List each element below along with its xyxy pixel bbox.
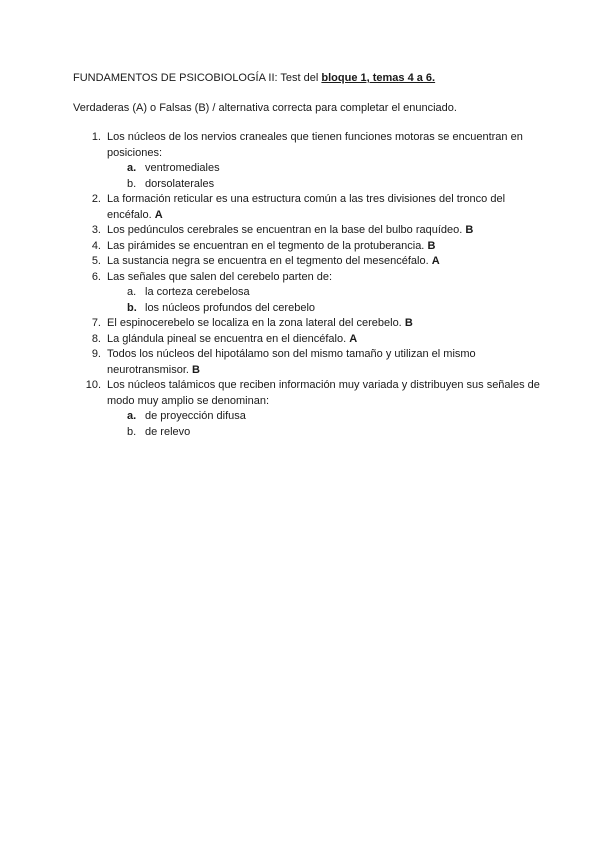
- option-text: de relevo: [145, 425, 191, 438]
- option-item: [73, 409, 543, 425]
- option-text: la corteza cerebelosa: [145, 286, 250, 298]
- option-letter: b.: [127, 301, 137, 314]
- question-number: 6.: [91, 270, 101, 283]
- option-letter: a.: [127, 162, 137, 174]
- option-text: los núcleos profundos del cerebelo: [145, 301, 316, 314]
- title-prefix: FUNDAMENTOS DE PSICOBIOLOGÍA II: Test del: [73, 72, 322, 84]
- question-list: [73, 130, 543, 440]
- option-item: [73, 425, 543, 441]
- question-item: [73, 254, 543, 270]
- question-text: La glándula pineal se encuentra en el diencéfalo.: [107, 332, 347, 345]
- question-item: [73, 223, 543, 239]
- question-number: 10.: [85, 379, 101, 391]
- document-title: [73, 71, 435, 85]
- question-text: Las pirámides se encuentran en el tegmento de la protuberancia.: [107, 239, 425, 252]
- option-text: de proyección difusa: [145, 410, 246, 422]
- question-item: [73, 378, 543, 409]
- question-item: [73, 239, 543, 255]
- question-number: 1.: [91, 131, 101, 143]
- question-number: 7.: [91, 317, 101, 329]
- option-text: dorsolaterales: [145, 177, 215, 190]
- instructions-text: Verdaderas (A) o Falsas (B) / alternativa correcta para completar el enunciado.: [73, 102, 457, 114]
- question-number: 2.: [91, 193, 101, 205]
- question-number: 9.: [91, 348, 101, 360]
- answer-key: B: [404, 317, 413, 329]
- answer-key: B: [427, 239, 436, 252]
- question-item: [73, 130, 543, 161]
- question-text: Los núcleos talámicos que reciben información muy variada y distribuyen sus señales de modo muy amplio se denominan:: [107, 379, 540, 407]
- option-item: [73, 161, 543, 177]
- question-number: 5.: [91, 255, 101, 267]
- question-text: La sustancia negra se encuentra en el tegmento del mesencéfalo.: [107, 255, 429, 267]
- question-text: El espinocerebelo se localiza en la zona lateral del cerebelo.: [107, 317, 402, 329]
- answer-key: B: [465, 224, 474, 236]
- answer-key: B: [192, 363, 200, 376]
- answer-key: A: [431, 255, 440, 267]
- answer-key: A: [154, 208, 163, 221]
- question-number: 8.: [91, 332, 101, 345]
- option-text: ventromediales: [145, 162, 220, 174]
- option-letter: a.: [127, 410, 137, 422]
- question-number: 4.: [91, 239, 101, 252]
- question-text: Las señales que salen del cerebelo parten de:: [107, 270, 333, 283]
- question-item: [73, 192, 543, 223]
- option-item: [73, 177, 543, 193]
- option-item: [73, 301, 543, 317]
- question-text: Todos los núcleos del hipotálamo son del mismo tamaño y utilizan el mismo neurotransmisor.: [107, 348, 476, 376]
- answer-key: A: [349, 332, 358, 345]
- question-text: Los núcleos de los nervios craneales que tienen funciones motoras se encuentran en posiciones:: [107, 131, 523, 159]
- question-item: [73, 347, 543, 378]
- option-letter: b.: [127, 177, 137, 190]
- question-text: La formación reticular es una estructura común a las tres divisiones del tronco del encéfalo.: [107, 193, 506, 221]
- question-number: 3.: [91, 224, 101, 236]
- option-letter: a.: [127, 286, 137, 298]
- question-item: [73, 332, 543, 348]
- question-text: Los pedúnculos cerebrales se encuentran en la base del bulbo raquídeo.: [107, 224, 463, 236]
- option-letter: b.: [127, 425, 137, 438]
- option-item: [73, 285, 543, 301]
- question-item: [73, 270, 543, 286]
- question-item: [73, 316, 543, 332]
- title-bold-part: bloque 1, temas 4 a 6.: [321, 72, 436, 84]
